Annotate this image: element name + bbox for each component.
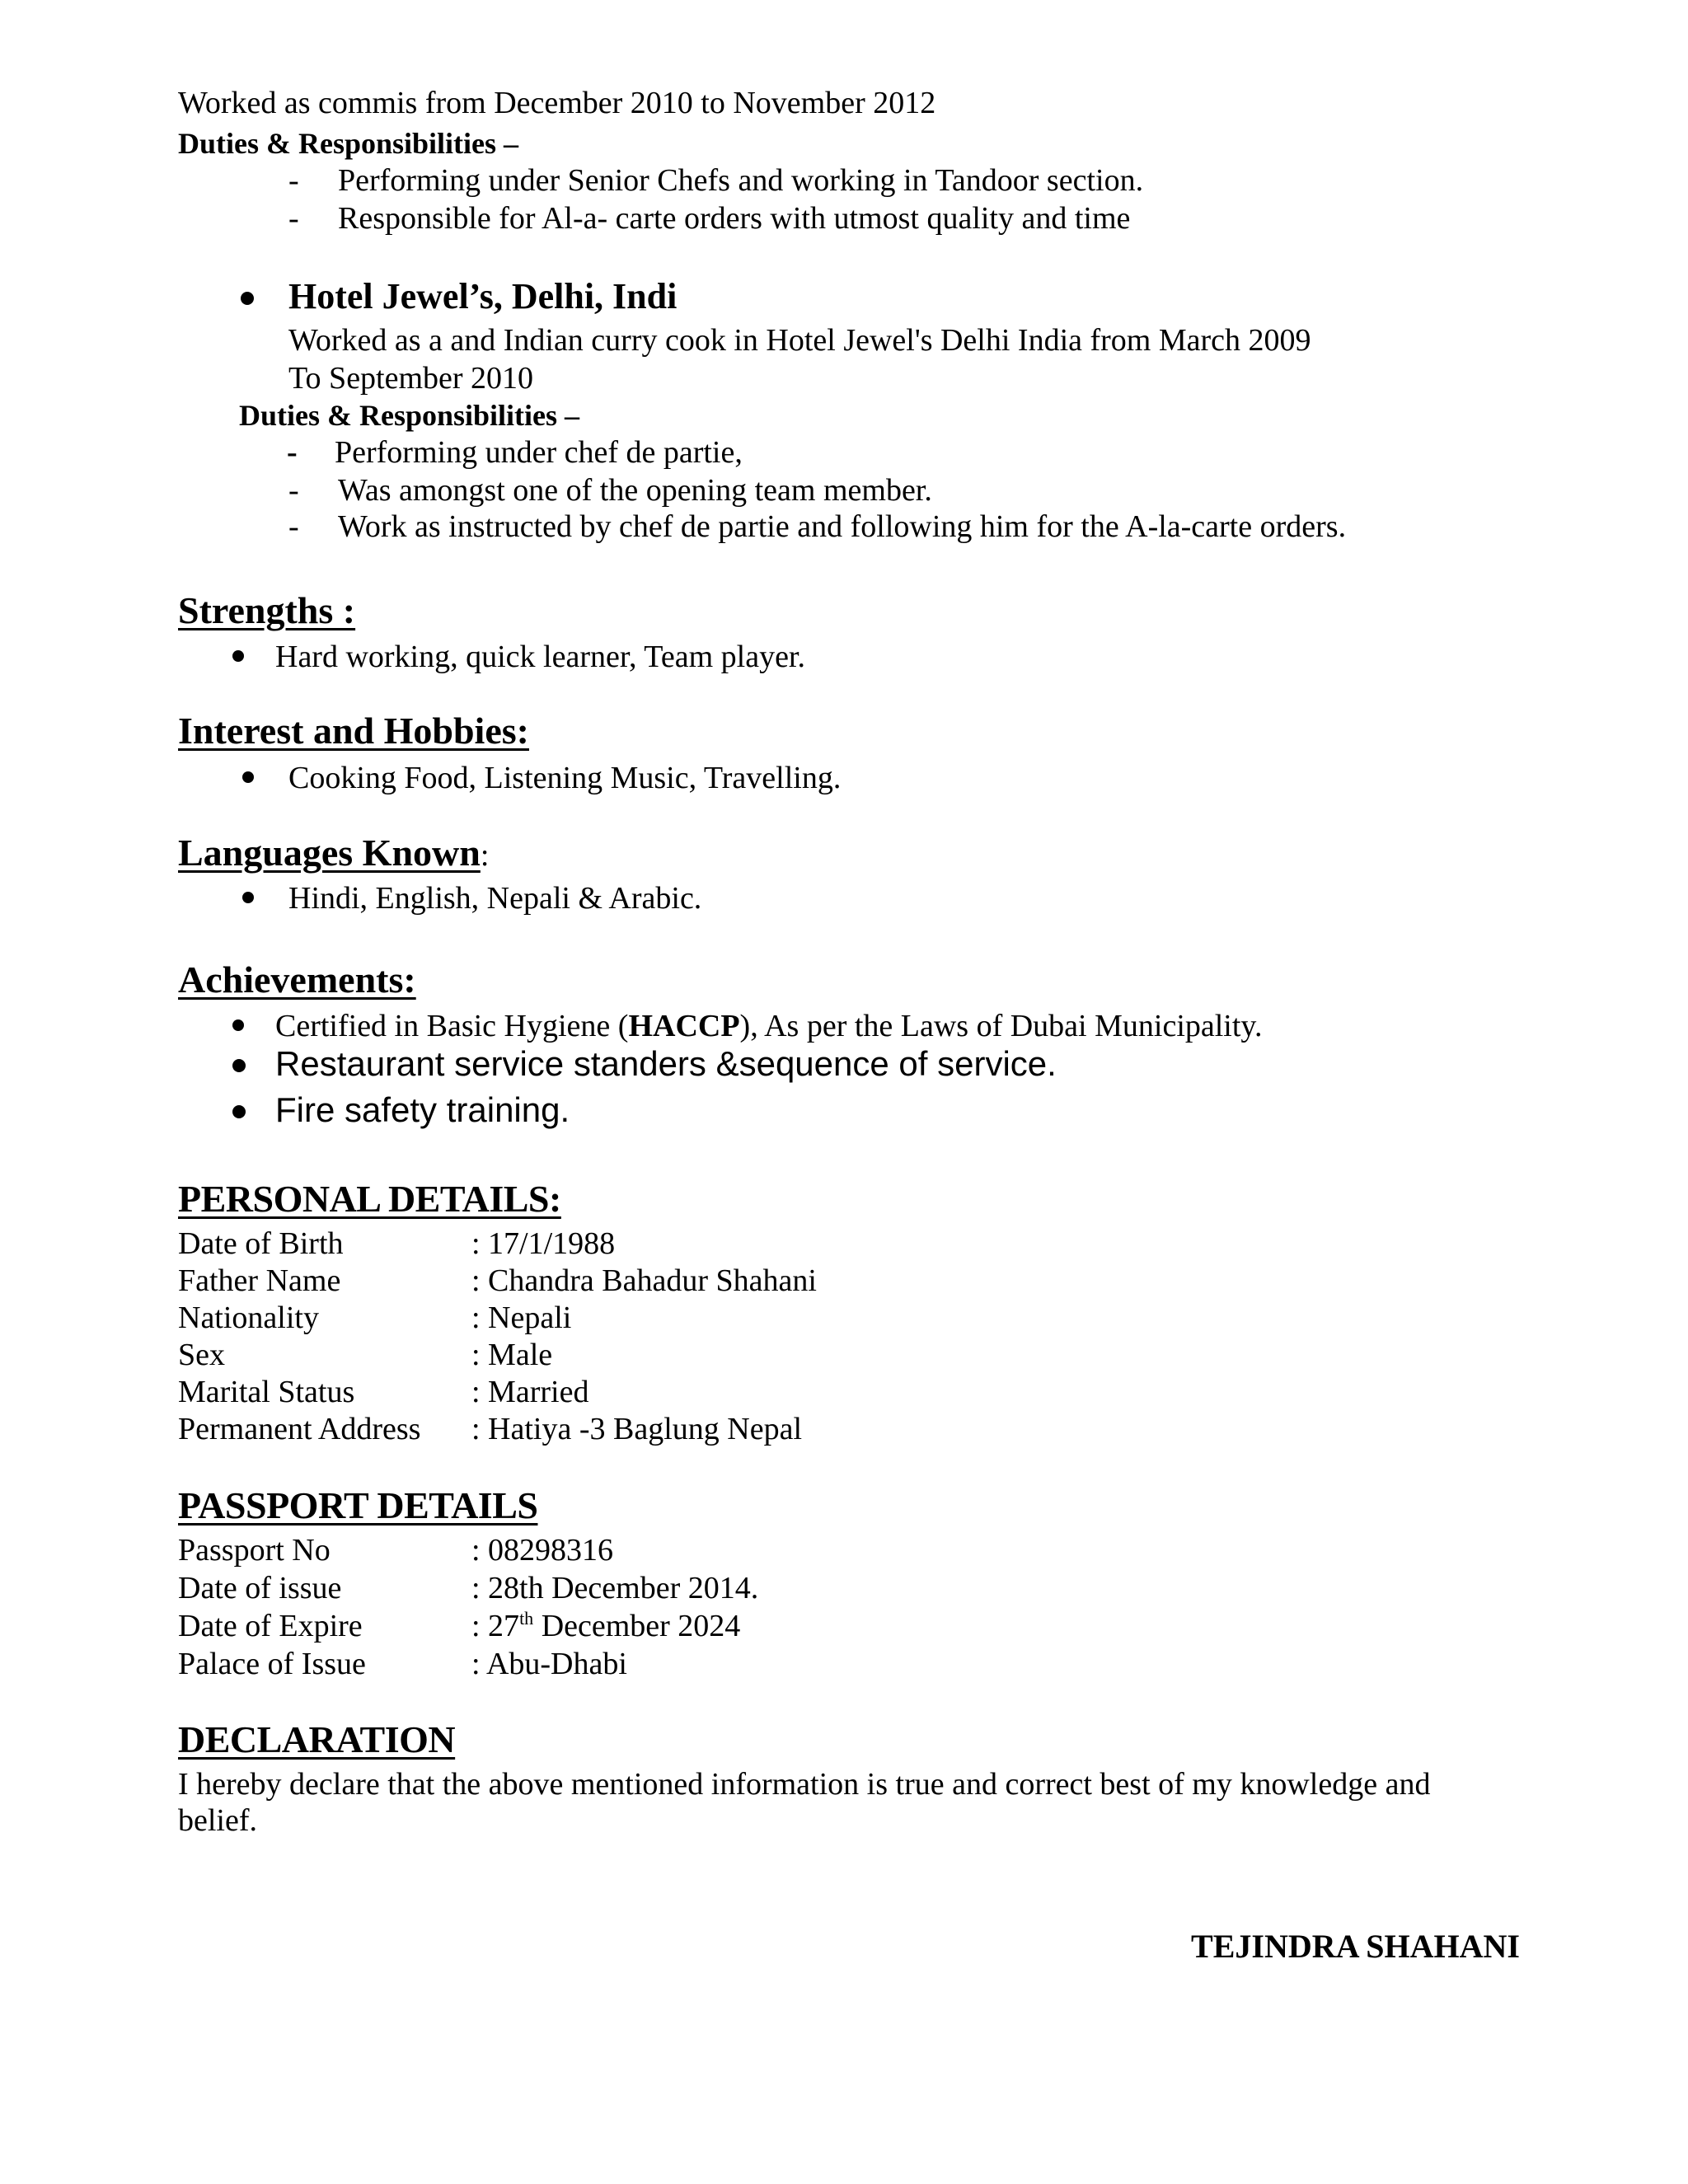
languages-heading-colon: : — [480, 838, 490, 873]
language-item: Hindi, English, Nepali & Arabic. — [288, 881, 702, 916]
dash-marker: - — [287, 435, 298, 470]
duty-item: Responsible for Al-a- carte orders with utmost quality and time — [338, 201, 1131, 236]
hotel-desc-line1: Worked as a and Indian curry cook in Hotel Jewel's Delhi India from March 2009 — [288, 323, 1311, 358]
bullet-icon — [242, 892, 254, 903]
languages-heading: Languages Known — [178, 832, 481, 874]
duty-item: Performing under chef de partie, — [335, 435, 743, 470]
bullet-icon — [232, 1059, 246, 1072]
declaration-line1: I hereby declare that the above mentioned information is true and correct best of my knowledge and — [178, 1767, 1431, 1802]
dash-marker: - — [288, 509, 299, 544]
bullet-icon — [241, 292, 254, 305]
personal-value: : Hatiya -3 Baglung Nepal — [471, 1412, 803, 1446]
bullet-icon — [242, 771, 254, 783]
strength-item: Hard working, quick learner, Team player. — [275, 640, 805, 674]
declaration-line2: belief. — [178, 1803, 258, 1838]
bullet-icon — [232, 1105, 246, 1118]
expire-value-text: December 2024 — [533, 1609, 741, 1643]
passport-value — [471, 1607, 740, 1645]
personal-label: Sex — [178, 1338, 225, 1372]
bullet-icon — [232, 1019, 244, 1031]
passport-heading: PASSPORT DETAILS — [178, 1484, 538, 1526]
achievement-text: Certified in Basic Hygiene ( — [275, 1009, 629, 1043]
personal-value: : Married — [471, 1375, 589, 1409]
personal-value: : 17/1/1988 — [471, 1226, 616, 1261]
expire-value-text: : 27 — [471, 1609, 520, 1643]
duty-item: Performing under Senior Chefs and working in Tandoor section. — [338, 163, 1144, 198]
personal-label: Nationality — [178, 1301, 319, 1335]
passport-value: : 28th December 2014. — [471, 1571, 759, 1605]
duties-heading-2: Duties & Responsibilities – — [239, 399, 580, 432]
achievement-item-2: Restaurant service standers &sequence of service. — [275, 1044, 1057, 1083]
personal-value: : Male — [471, 1338, 553, 1372]
bullet-icon — [232, 650, 244, 662]
languages-heading-row — [178, 831, 489, 875]
signature-name: TEJINDRA SHAHANI — [1191, 1928, 1520, 1965]
dash-marker: - — [288, 201, 299, 236]
passport-label: Palace of Issue — [178, 1647, 366, 1681]
personal-label: Permanent Address — [178, 1412, 421, 1446]
duty-item: Was amongst one of the opening team member. — [338, 473, 932, 508]
hotel-title: Hotel Jewel’s, Delhi, Indi — [288, 276, 678, 316]
passport-value: : Abu-Dhabi — [471, 1647, 627, 1681]
hotel-desc-line2: To September 2010 — [288, 361, 534, 396]
personal-value: : Chandra Bahadur Shahani — [471, 1263, 817, 1298]
personal-label: Date of Birth — [178, 1226, 344, 1261]
personal-value: : Nepali — [471, 1301, 572, 1335]
ordinal-suffix: th — [519, 1608, 534, 1629]
personal-label: Father Name — [178, 1263, 341, 1298]
passport-value: : 08298316 — [471, 1533, 614, 1568]
haccp-label: HACCP — [628, 1009, 740, 1043]
passport-label: Date of issue — [178, 1571, 342, 1605]
interests-heading: Interest and Hobbies: — [178, 710, 529, 752]
duty-item: Work as instructed by chef de partie and following him for the A-la-carte orders. — [338, 509, 1347, 544]
interest-item: Cooking Food, Listening Music, Travelling. — [288, 761, 842, 795]
commis-intro: Worked as commis from December 2010 to November 2012 — [178, 86, 936, 120]
passport-label: Passport No — [178, 1533, 331, 1568]
achievement-text: ), As per the Laws of Dubai Municipality. — [739, 1009, 1263, 1043]
declaration-heading: DECLARATION — [178, 1718, 456, 1760]
achievement-item-1 — [275, 1007, 1262, 1045]
achievement-item-3: Fire safety training. — [275, 1090, 570, 1129]
personal-label: Marital Status — [178, 1375, 355, 1409]
dash-marker: - — [288, 163, 299, 198]
personal-heading: PERSONAL DETAILS: — [178, 1178, 561, 1220]
duties-heading-1: Duties & Responsibilities – — [178, 127, 519, 160]
passport-label: Date of Expire — [178, 1609, 363, 1643]
strengths-heading: Strengths : — [178, 589, 356, 631]
achievements-heading: Achievements: — [178, 958, 416, 1001]
dash-marker: - — [288, 473, 299, 508]
